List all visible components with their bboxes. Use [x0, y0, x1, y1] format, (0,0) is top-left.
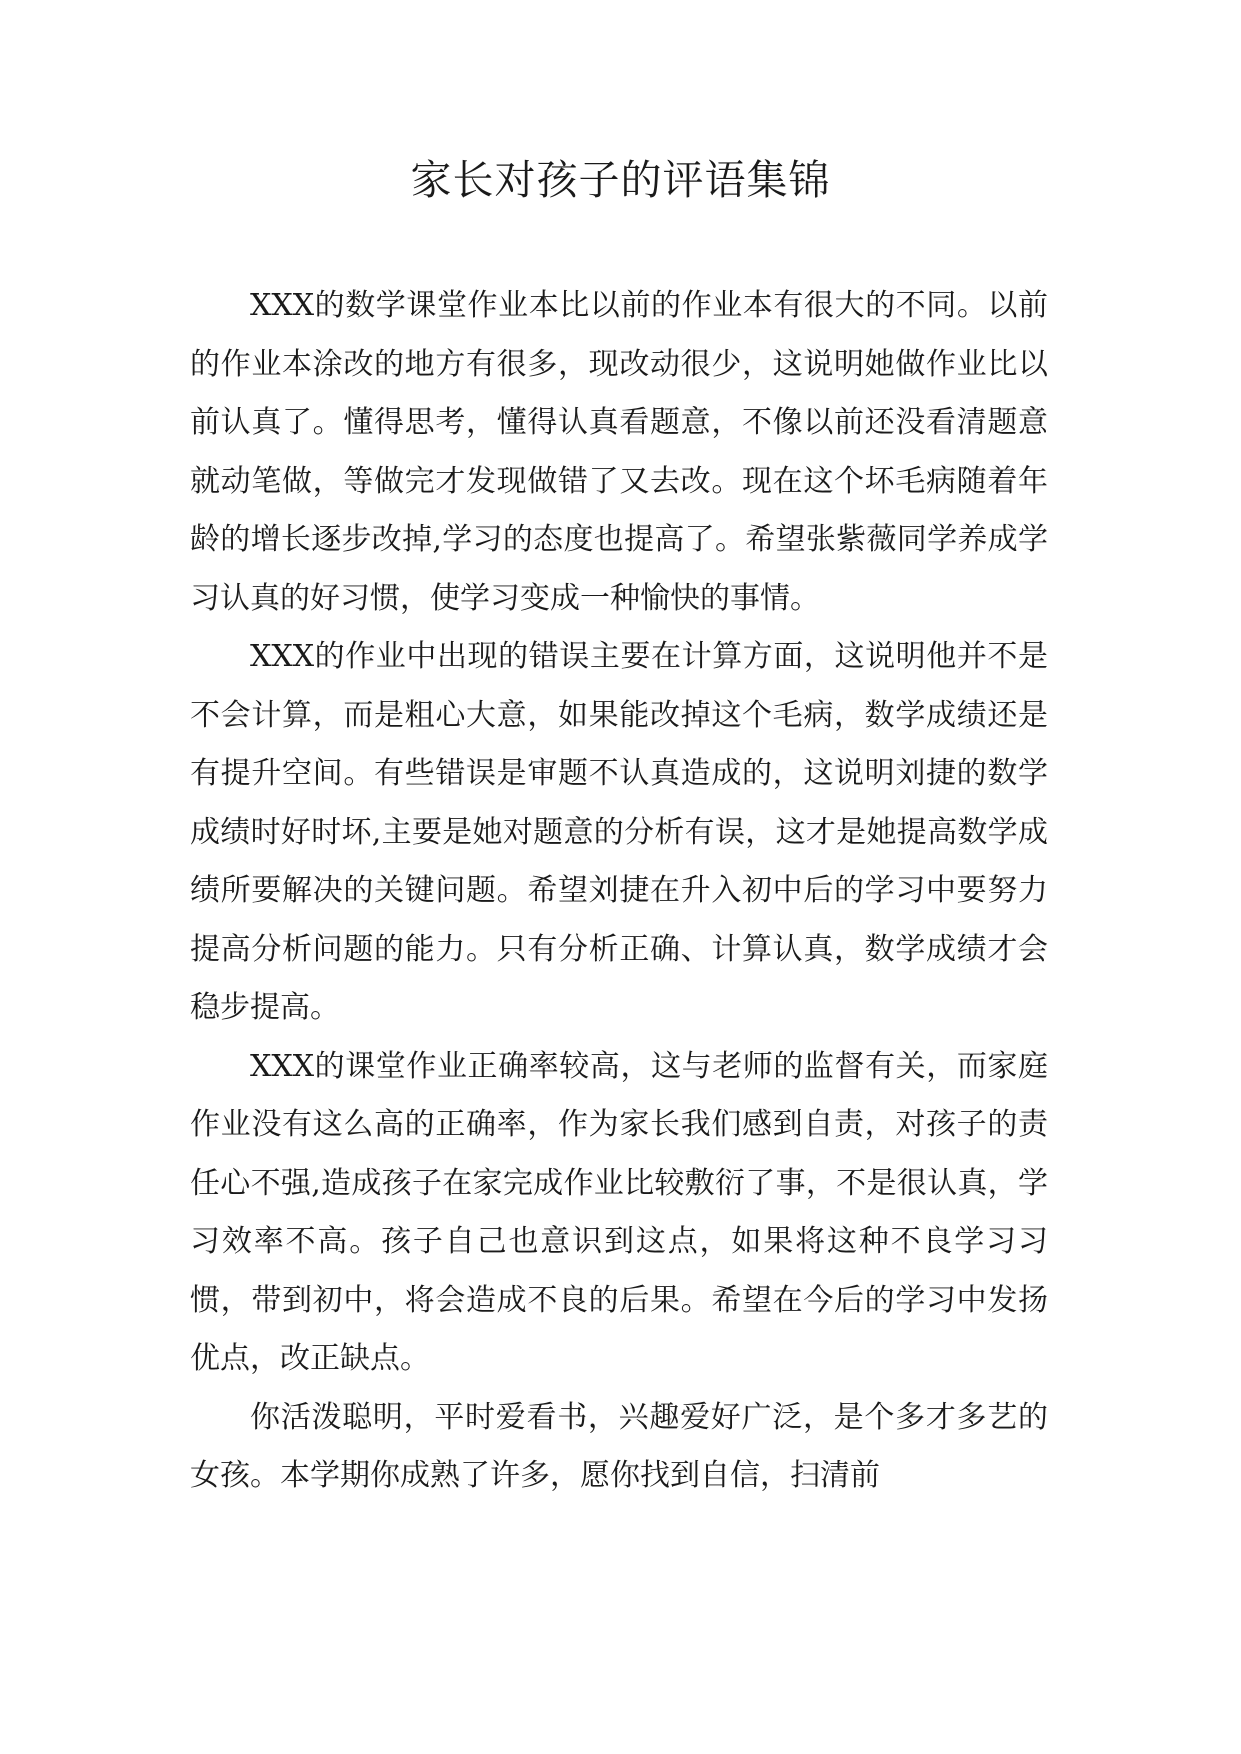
paragraph-2: XXX的作业中出现的错误主要在计算方面，这说明他并不是不会计算，而是粗心大意，如果能改掉这个毛病，数学成绩还是有提升空间。有些错误是审题不认真造成的，这说明刘捷的数学成绩时好时坏,主要是她对题意的分析有误，这才是她提高数学成绩所要解决的关键问题。希望刘捷在升入初中后的学习中要努力提高分析问题的能力。只有分析正确、计算认真，数学成绩才会稳步提高。: [190, 639, 1048, 1025]
paragraph-4: 你活泼聪明，平时爱看书，兴趣爱好广泛，是个多才多艺的女孩。本学期你成熟了许多，愿你找到自信，扫清前: [190, 1399, 1048, 1493]
document-body: [190, 277, 1048, 1506]
document-title: 家长对孩子的评语集锦: [410, 156, 831, 204]
paragraph-3: XXX的课堂作业正确率较高，这与老师的监督有关，而家庭作业没有这么高的正确率，作为家长我们感到自责，对孩子的责任心不强,造成孩子在家完成作业比较敷衍了事，不是很认真，学习效率不高。孩子自己也意识到这点，如果将这种不良学习习惯，带到初中，将会造成不良的后果。希望在今后的学习中发扬优点，改正缺点。: [190, 1048, 1048, 1376]
paragraph-1: XXX的数学课堂作业本比以前的作业本有很大的不同。以前的作业本涂改的地方有很多，现改动很少，这说明她做作业比以前认真了。懂得思考，懂得认真看题意，不像以前还没看清题意就动笔做，等做完才发现做错了又去改。现在这个坏毛病随着年龄的增长逐步改掉,学习的态度也提高了。希望张紫薇同学养成学习认真的好习惯，使学习变成一种愉快的事情。: [190, 288, 1048, 616]
